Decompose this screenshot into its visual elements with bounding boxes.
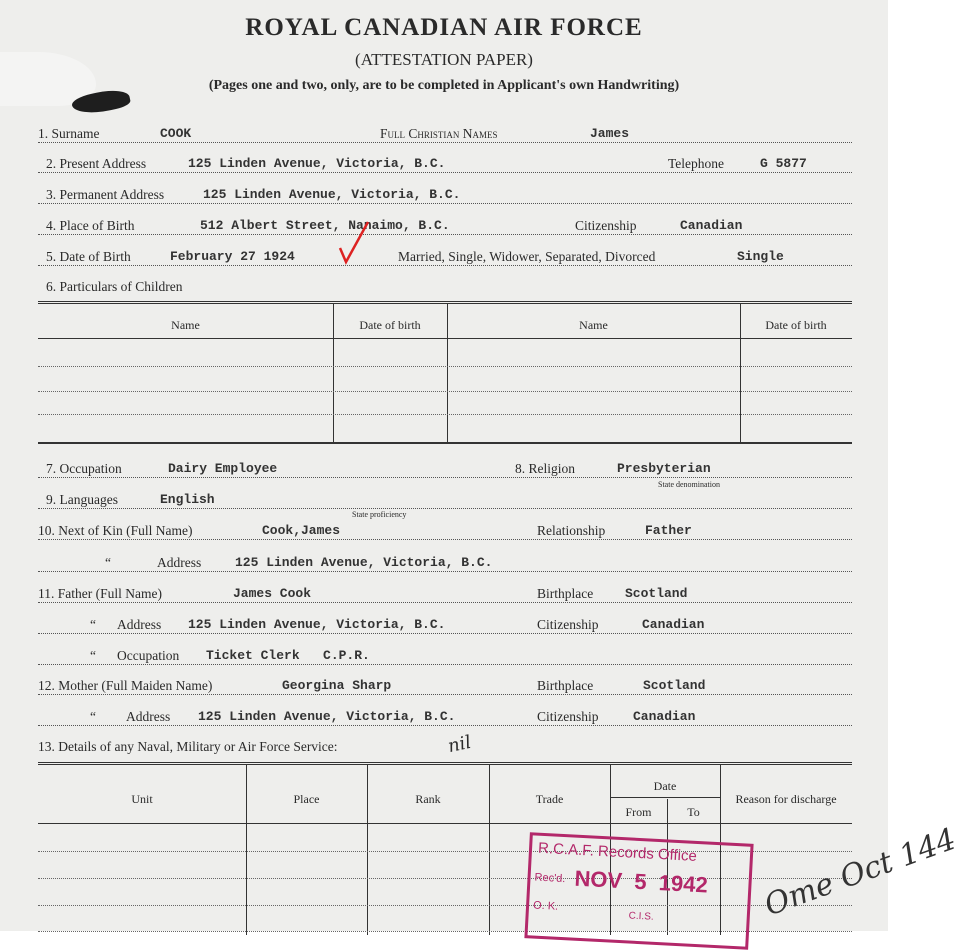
row-present-address bbox=[38, 152, 852, 173]
col-header-date: Date bbox=[653, 779, 677, 793]
ditto-mark: “ bbox=[90, 617, 96, 632]
address-label: Address bbox=[157, 555, 202, 570]
birthplace-label: Birthplace bbox=[537, 678, 594, 693]
children-table bbox=[38, 301, 852, 444]
row-mother bbox=[38, 674, 852, 695]
christian-names-label: Full Christian Names bbox=[380, 126, 498, 141]
service-value-handwritten: nil bbox=[446, 731, 474, 758]
stamp-cis-label: C.I.S. bbox=[628, 910, 654, 923]
row-permanent-address bbox=[38, 183, 852, 204]
religion-label: 8. Religion bbox=[515, 461, 575, 476]
ditto-mark: “ bbox=[90, 648, 96, 663]
occupation-label: 7. Occupation bbox=[46, 461, 122, 476]
document-title: ROYAL CANADIAN AIR FORCE bbox=[245, 14, 643, 41]
row-languages bbox=[38, 488, 852, 509]
place-of-birth-label: 4. Place of Birth bbox=[46, 218, 135, 233]
handwritten-signature: Ome Oct 144 bbox=[760, 821, 961, 924]
permanent-address-label: 3. Permanent Address bbox=[46, 187, 165, 202]
surname-label: 1. Surname bbox=[38, 126, 100, 141]
occupation-label: Occupation bbox=[117, 648, 180, 663]
row-date-of-birth bbox=[38, 245, 852, 266]
father-value: James Cook bbox=[233, 586, 312, 601]
relationship-label: Relationship bbox=[537, 523, 606, 538]
col-header-date-of-birth-2: Date of birth bbox=[765, 318, 827, 332]
records-office-stamp bbox=[524, 832, 753, 950]
row-father bbox=[38, 582, 852, 603]
red-check-mark bbox=[336, 218, 376, 268]
address-label: Address bbox=[117, 617, 162, 632]
citizenship-value: Canadian bbox=[680, 218, 743, 233]
children-label: 6. Particulars of Children bbox=[46, 279, 183, 294]
next-of-kin-label: 10. Next of Kin (Full Name) bbox=[38, 523, 193, 538]
mother-birthplace-value: Scotland bbox=[643, 678, 706, 693]
mother-citizenship-value: Canadian bbox=[633, 709, 696, 724]
mother-address-value: 125 Linden Avenue, Victoria, B.C. bbox=[198, 709, 456, 724]
telephone-value: G 5877 bbox=[760, 156, 807, 171]
citizenship-label: Citizenship bbox=[537, 709, 599, 724]
service-label: 13. Details of any Naval, Military or Air Force Service: bbox=[38, 739, 338, 754]
place-of-birth-value: 512 Albert Street, Nanaimo, B.C. bbox=[200, 218, 450, 233]
document-subtitle: (ATTESTATION PAPER) bbox=[355, 50, 533, 69]
religion-value: Presbyterian bbox=[617, 461, 711, 476]
present-address-value: 125 Linden Avenue, Victoria, B.C. bbox=[188, 156, 446, 171]
birthplace-label: Birthplace bbox=[537, 586, 594, 601]
stamp-received-label: Rec'd. bbox=[534, 871, 566, 886]
christian-names-value: James bbox=[590, 126, 630, 141]
languages-label: 9. Languages bbox=[46, 492, 118, 507]
father-birthplace-value: Scotland bbox=[625, 586, 688, 601]
languages-hint: State proficiency bbox=[352, 510, 407, 519]
row-father-address bbox=[38, 613, 852, 634]
next-of-kin-value: Cook,James bbox=[262, 523, 341, 538]
date-of-birth-label: 5. Date of Birth bbox=[46, 249, 131, 264]
surname-value: COOK bbox=[160, 126, 192, 141]
stamp-ok-label: O. K. bbox=[532, 899, 559, 913]
father-citizenship-value: Canadian bbox=[642, 617, 705, 632]
row-father-occupation bbox=[38, 644, 852, 665]
citizenship-label: Citizenship bbox=[537, 617, 599, 632]
col-header-name: Name bbox=[171, 318, 200, 332]
address-label: Address bbox=[126, 709, 171, 724]
father-label: 11. Father (Full Name) bbox=[38, 586, 162, 601]
ditto-mark: “ bbox=[90, 709, 96, 724]
present-address-label: 2. Present Address bbox=[46, 156, 147, 171]
permanent-address-value: 125 Linden Avenue, Victoria, B.C. bbox=[203, 187, 461, 202]
languages-value: English bbox=[160, 492, 215, 507]
marital-status-value: Single bbox=[737, 249, 784, 264]
instruction-note: (Pages one and two, only, are to be completed in Applicant's own Handwriting) bbox=[208, 78, 680, 93]
col-header-unit: Unit bbox=[131, 792, 153, 806]
mother-value: Georgina Sharp bbox=[282, 678, 392, 693]
row-occupation bbox=[38, 457, 852, 478]
mother-label: 12. Mother (Full Maiden Name) bbox=[38, 678, 213, 693]
col-header-trade: Trade bbox=[535, 792, 564, 806]
marital-status-label: Married, Single, Widower, Separated, Divorced bbox=[398, 249, 656, 264]
stamp-title: R.C.A.F. Records Office bbox=[537, 839, 698, 865]
telephone-label: Telephone bbox=[668, 156, 725, 171]
col-header-to: To bbox=[687, 805, 700, 819]
row-next-of-kin bbox=[38, 519, 852, 540]
father-occupation-value: Ticket Clerk C.P.R. bbox=[206, 648, 370, 663]
relationship-value: Father bbox=[645, 523, 692, 538]
religion-hint: State denomination bbox=[658, 480, 720, 489]
row-surname bbox=[38, 122, 852, 143]
next-of-kin-address-value: 125 Linden Avenue, Victoria, B.C. bbox=[235, 555, 493, 570]
col-header-date-of-birth: Date of birth bbox=[359, 318, 421, 332]
row-place-of-birth bbox=[38, 214, 852, 235]
stamp-date: NOV 5 1942 bbox=[573, 865, 709, 898]
citizenship-label: Citizenship bbox=[575, 218, 637, 233]
col-header-place: Place bbox=[293, 792, 320, 806]
date-of-birth-value: February 27 1924 bbox=[170, 249, 295, 264]
occupation-value: Dairy Employee bbox=[168, 461, 278, 476]
col-header-rank: Rank bbox=[415, 792, 441, 806]
row-mother-address bbox=[38, 705, 852, 726]
ditto-mark: “ bbox=[105, 555, 111, 570]
col-header-reason-for-discharge: Reason for discharge bbox=[735, 792, 837, 806]
col-header-from: From bbox=[625, 805, 652, 819]
row-next-of-kin-address bbox=[38, 551, 852, 572]
col-header-name-2: Name bbox=[579, 318, 608, 332]
father-address-value: 125 Linden Avenue, Victoria, B.C. bbox=[188, 617, 446, 632]
